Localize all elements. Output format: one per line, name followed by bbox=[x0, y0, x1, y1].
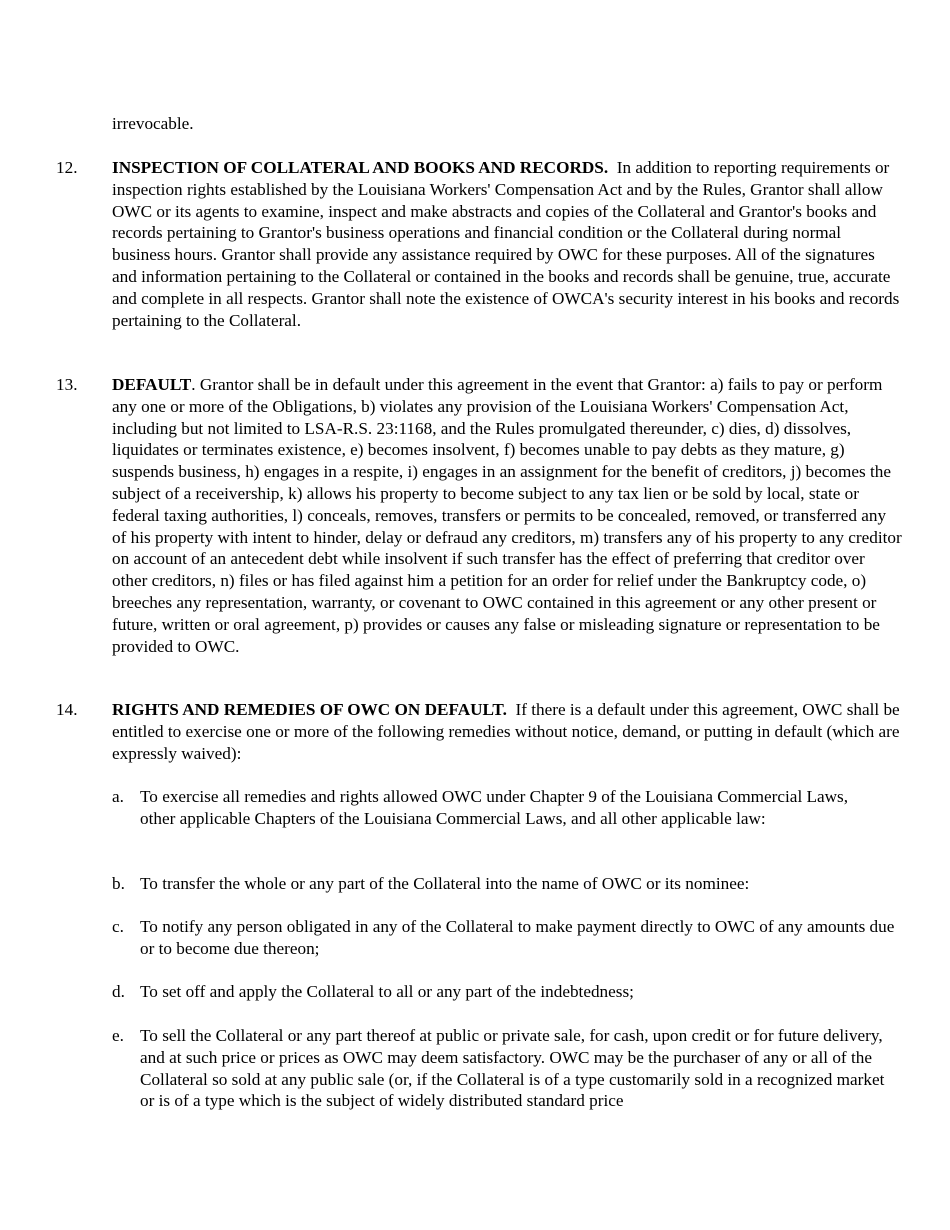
section-body bbox=[112, 374, 902, 657]
section-body bbox=[112, 699, 902, 764]
continuation-text: irrevocable. bbox=[112, 114, 194, 133]
remedy-text: To sell the Collateral or any part thereof at public or private sale, for cash, upon credit or for future delivery, and at such price or prices as OWC may deem satisfactory. OWC may be the purchaser of any or all of the Collateral so sold at any public sale (or, if the Collateral is of a type customarily sold in a recognized market or is of a type which is the subject of widely distributed standard price bbox=[140, 1026, 885, 1111]
remedy-letter: a. bbox=[112, 787, 124, 806]
section-text: In addition to reporting requirements or inspection rights established by the Louisiana Workers' Compensation Act and by the Rules, Grantor shall allow OWC or its agents to examine, inspect and make abstracts and copies of the Collateral and Grantor's books and records pertaining to Grantor's business operations and financial condition or the Collateral during normal business hours. Grantor shall provide any assistance required by OWC for these purposes. All of the signatures and information pertaining to the Collateral or contained in the books and records shall be genuine, true, accurate and complete in all respects. Grantor shall note the existence of OWCA's security interest in his books and records pertaining to the Collateral. bbox=[112, 158, 900, 330]
section-title: INSPECTION OF COLLATERAL AND BOOKS AND RECORDS. bbox=[112, 158, 609, 177]
section-title: DEFAULT bbox=[112, 375, 192, 394]
remedy-text: To exercise all remedies and rights allowed OWC under Chapter 9 of the Louisiana Commercial Laws, other applicable Chapters of the Louisiana Commercial Laws, and all other applicable law: bbox=[140, 787, 849, 828]
remedy-text: To notify any person obligated in any of the Collateral to make payment directly to OWC of any amounts due or to become due thereon; bbox=[140, 917, 895, 958]
remedy-letter: e. bbox=[112, 1026, 124, 1045]
remedy-text: To set off and apply the Collateral to all or any part of the indebtedness; bbox=[140, 982, 634, 1001]
section-number: 12. bbox=[56, 158, 78, 177]
remedy-letter: b. bbox=[112, 874, 125, 893]
section-text: If there is a default under this agreement, OWC shall be entitled to exercise one or more of the following remedies without notice, demand, or putting in default (which are expressly waived): bbox=[112, 700, 900, 763]
section-number: 14. bbox=[56, 700, 78, 719]
section-title: RIGHTS AND REMEDIES OF OWC ON DEFAULT. bbox=[112, 700, 507, 719]
section-number: 13. bbox=[56, 375, 78, 394]
remedy-text: To transfer the whole or any part of the Collateral into the name of OWC or its nominee: bbox=[140, 874, 750, 893]
remedy-letter: c. bbox=[112, 917, 124, 936]
section-body bbox=[112, 157, 902, 331]
section-text: . Grantor shall be in default under this agreement in the event that Grantor: a) fails to pay or perform any one or more of the Obligations, b) violates any provision of the Louisiana Workers' Compensation Act, including but not limited to LSA-R.S. 23:1168, and the Rules promulgated thereunder, c) dies, d) dissolves, liquidates or terminates existence, e) becomes insolvent, f) becomes unable to pay debts as they mature, g) suspends business, h) engages in a respite, i) engages in an assignment for the benefit of creditors, j) becomes the subject of a receivership, k) allows his property to become subject to any tax lien or be sold by local, state or federal taxing authorities, l) conceals, removes, transfers or permits to be concealed, removed, or transferred any of his property with intent to hinder, delay or defraud any creditors, m) transfers any of his property to any creditor on account of an antecedent debt while insolvent if such transfer has the effect of preferring that creditor over other creditors, n) files or has filed against him a petition for an order for relief under the Bankruptcy code, o) breeches any representation, warranty, or covenant to OWC contained in this agreement or any other present or future, written or oral agreement, p) provides or causes any false or misleading signature or representation to be provided to OWC. bbox=[112, 375, 902, 656]
remedy-letter: d. bbox=[112, 982, 125, 1001]
